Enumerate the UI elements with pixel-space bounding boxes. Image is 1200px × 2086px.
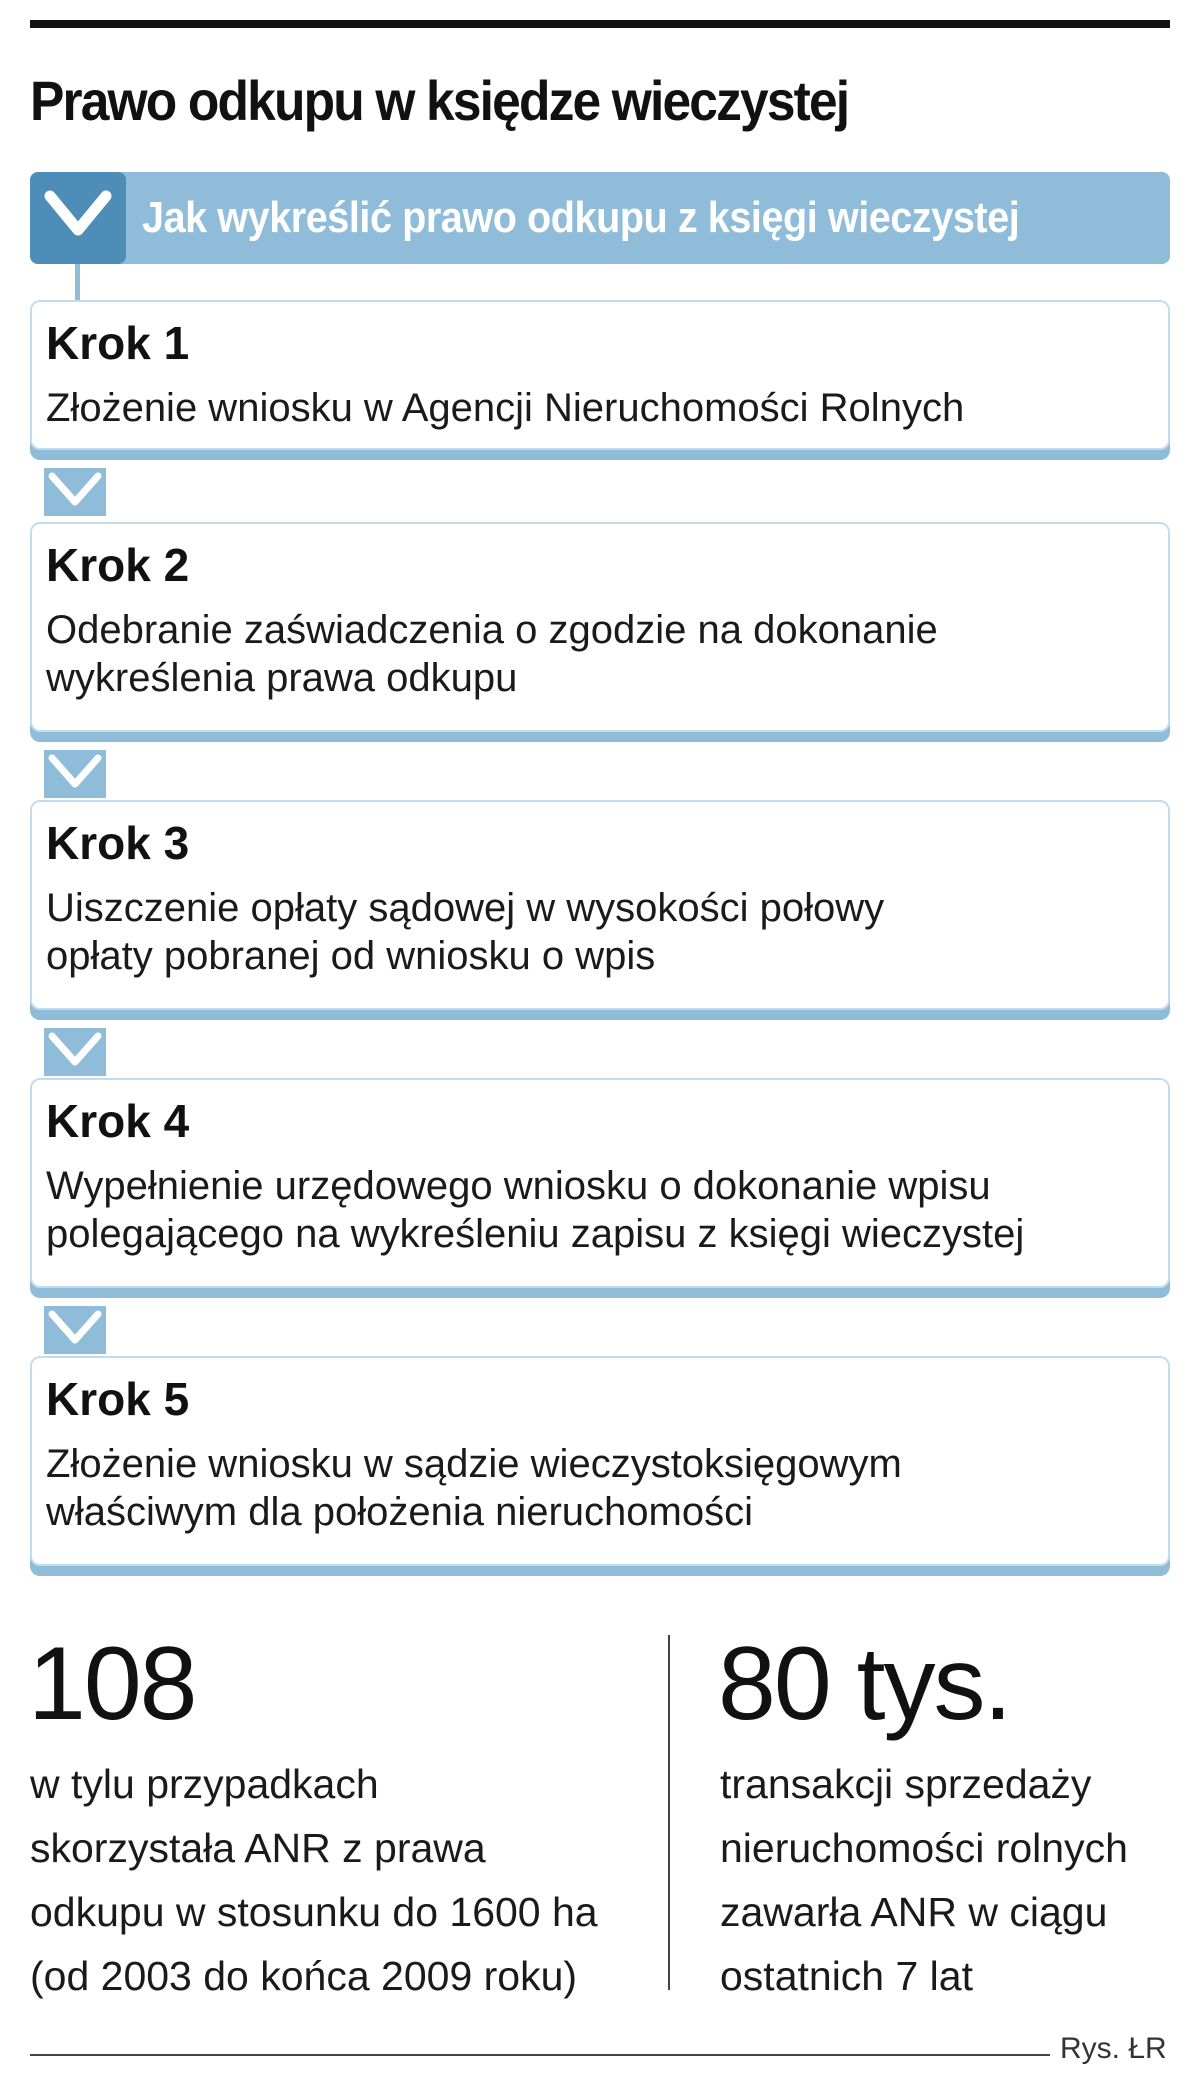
chevron-down-icon	[44, 468, 106, 516]
step-description-line: właściwym dla położenia nieruchomości	[46, 1490, 753, 1534]
step-title: Krok 2	[46, 539, 190, 591]
step-description-line: polegającego na wykreśleniu zapisu z księgi wieczystej	[46, 1212, 1025, 1256]
chevron-down-icon	[30, 172, 126, 264]
bottom-rule	[30, 2054, 1050, 2056]
step-card-1	[30, 300, 1170, 450]
step-description-line: Uiszczenie opłaty sądowej w wysokości połowy	[46, 886, 885, 930]
credit: Rys. ŁR	[1060, 2032, 1167, 2065]
step-card-3	[30, 800, 1170, 1010]
stat-description-line: nieruchomości rolnych	[720, 1825, 1128, 1871]
step-description	[46, 884, 1156, 980]
stat-description-right	[720, 1752, 1128, 2008]
step-card-4	[30, 1078, 1170, 1288]
banner-connector	[75, 264, 80, 302]
step-description-line: wykreślenia prawa odkupu	[46, 656, 518, 700]
step-description-line: Wypełnienie urzędowego wniosku o dokonanie wpisu	[46, 1164, 991, 1208]
stat-number-right: 80 tys.	[718, 1626, 1011, 1742]
step-card-5	[30, 1356, 1170, 1566]
step-title: Krok 1	[46, 317, 190, 369]
step-description-line: Złożenie wniosku w Agencji Nieruchomości Rolnych	[46, 386, 965, 430]
banner-title: Jak wykreślić prawo odkupu z księgi wieczystej	[142, 193, 1020, 242]
page-title: Prawo odkupu w księdze wieczystej	[30, 69, 849, 132]
chevron-down-icon	[44, 1028, 106, 1076]
stat-number-left: 108	[28, 1626, 196, 1742]
chevron-down-icon	[44, 750, 106, 798]
step-card-2	[30, 522, 1170, 732]
stat-description-left	[30, 1752, 598, 2008]
step-description	[46, 1440, 1156, 1536]
step-title: Krok 5	[46, 1373, 190, 1425]
step-description	[46, 384, 1156, 432]
step-title: Krok 4	[46, 1095, 190, 1147]
top-rule	[30, 20, 1170, 28]
stat-description-line: (od 2003 do końca 2009 roku)	[30, 1953, 578, 1999]
stat-description-line: w tylu przypadkach	[30, 1761, 379, 1807]
step-description	[46, 1162, 1156, 1258]
section-banner	[30, 172, 1170, 264]
step-description-line: Odebranie zaświadczenia o zgodzie na dokonanie	[46, 608, 938, 652]
stats-divider	[668, 1635, 670, 1990]
step-title: Krok 3	[46, 817, 190, 869]
stat-description-line: odkupu w stosunku do 1600 ha	[30, 1889, 598, 1935]
stat-description-line: transakcji sprzedaży	[720, 1761, 1092, 1807]
chevron-down-icon	[44, 1306, 106, 1354]
stat-description-line: ostatnich 7 lat	[720, 1953, 973, 1999]
step-description-line: opłaty pobranej od wniosku o wpis	[46, 934, 656, 978]
step-description-line: Złożenie wniosku w sądzie wieczystoksięgowym	[46, 1442, 902, 1486]
stat-description-line: skorzystała ANR z prawa	[30, 1825, 486, 1871]
stat-description-line: zawarła ANR w ciągu	[720, 1889, 1108, 1935]
step-description	[46, 606, 1156, 702]
